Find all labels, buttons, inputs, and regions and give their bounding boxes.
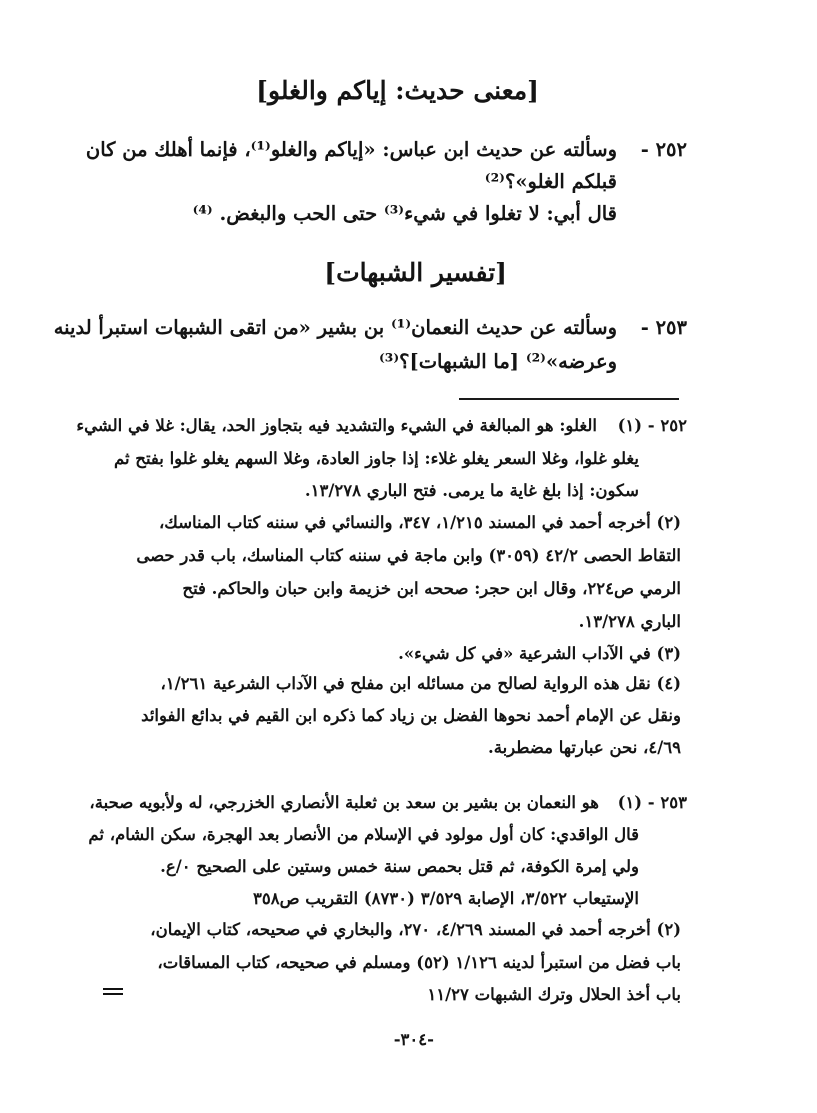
footnote-252-line: الباري ١٣/٢٧٨. [578,612,681,631]
page-number: -٣٠٤- [393,1030,434,1049]
footnote-252-line: ٤/٦٩، نحن عبارتها مضطربة. [487,738,681,757]
paragraph-number-252: ٢٥٢ - [640,138,687,161]
section-heading-1: [معنى حديث: إياكم والغلو] [256,76,539,105]
footnote-separator [459,398,679,400]
footnote-252-line: (٤) نقل هذه الرواية لصالح من مسائله ابن مفلح في الآداب الشرعية ١/٢٦١، [160,674,681,693]
paragraph-252-line-1: وسألته عن حديث ابن عباس: «إياكم والغلو⁽¹⁾، فإنما أهلك من كان [85,138,617,161]
footnote-252-line: سكون: إذا بلغ غاية ما يرمى. فتح الباري ١٣/٢٧٨. [304,481,639,500]
footnote-253-line: باب فضل من استبرأ لدينه ١/١٢٦ (٥٢) ومسلم في صحيحه، كتاب المساقات، [157,953,681,972]
footnote-253-line: باب أخذ الحلال وترك الشبهات ١١/٢٧ [427,985,681,1004]
paragraph-252-line-2: قبلكم الغلو»؟⁽²⁾ [484,170,617,193]
footnote-number-253: ٢٥٣ - (١) [617,793,687,812]
paragraph-number-253: ٢٥٣ - [640,316,687,339]
paragraph-252-line-3: قال أبي: لا تغلوا في شيء⁽³⁾ حتى الحب والبغض. ⁽⁴⁾ [192,202,617,225]
footnote-253-line: (٢) أخرجه أحمد في المسند ٤/٢٦٩، ٢٧٠، والبخاري في صحيحه، كتاب الإيمان، [150,920,681,939]
paragraph-253-line-2: وعرضه»⁽²⁾ [ما الشبهات]؟⁽³⁾ [378,350,617,373]
footnote-252-line: الرمي ص٢٢٤، وقال ابن حجر: صححه ابن خزيمة وابن حبان والحاكم. فتح [182,579,681,598]
footnote-252-line: (٣) في الآداب الشرعية «في كل شيء». [398,644,681,663]
footnote-252-line: التقاط الحصى ٤٢/٢ (٣٠٥٩) وابن ماجة في سننه كتاب المناسك، باب قدر حصى [136,546,681,565]
footnote-252-line: (٢) أخرجه أحمد في المسند ١/٢١٥، ٣٤٧، والنسائي في سننه كتاب المناسك، [158,513,681,532]
paragraph-253-line-1: وسألته عن حديث النعمان⁽¹⁾ بن بشير «من اتقى الشبهات استبرأ لدينه [53,316,617,339]
footnote-253-line: ولي إمرة الكوفة، ثم قتل بحمص سنة خمس وستين على الصحيح ٠/ع. [160,857,639,876]
footnote-253-line: قال الواقدي: كان أول مولود في الإسلام من الأنصار بعد الهجرة، سكن الشام، ثم [88,825,639,844]
section-heading-2: [تفسير الشبهات] [324,258,507,287]
continuation-mark [103,993,123,995]
footnote-252-line: الغلو: هو المبالغة في الشيء والتشديد فيه بتجاوز الحد، يقال: غلا في الشيء [76,416,597,435]
footnote-252-line: ونقل عن الإمام أحمد نحوها الفضل بن زياد كما ذكره ابن القيم في بدائع الفوائد [141,706,681,725]
footnote-252-line: يغلو غلوا، وغلا السعر يغلو غلاء: إذا جاوز العادة، وغلا السهم يغلو غلوا بفتح ثم [113,449,639,468]
footnote-253-line: الإستيعاب ٣/٥٢٢، الإصابة ٣/٥٢٩ (٨٧٣٠) التقريب ص٣٥٨ [252,889,639,908]
continuation-mark [103,988,123,990]
footnote-number-252: ٢٥٢ - (١) [617,416,687,435]
footnote-253-line: هو النعمان بن بشير بن سعد بن ثعلبة الأنصاري الخزرجي، له ولأبويه صحبة، [89,793,599,812]
